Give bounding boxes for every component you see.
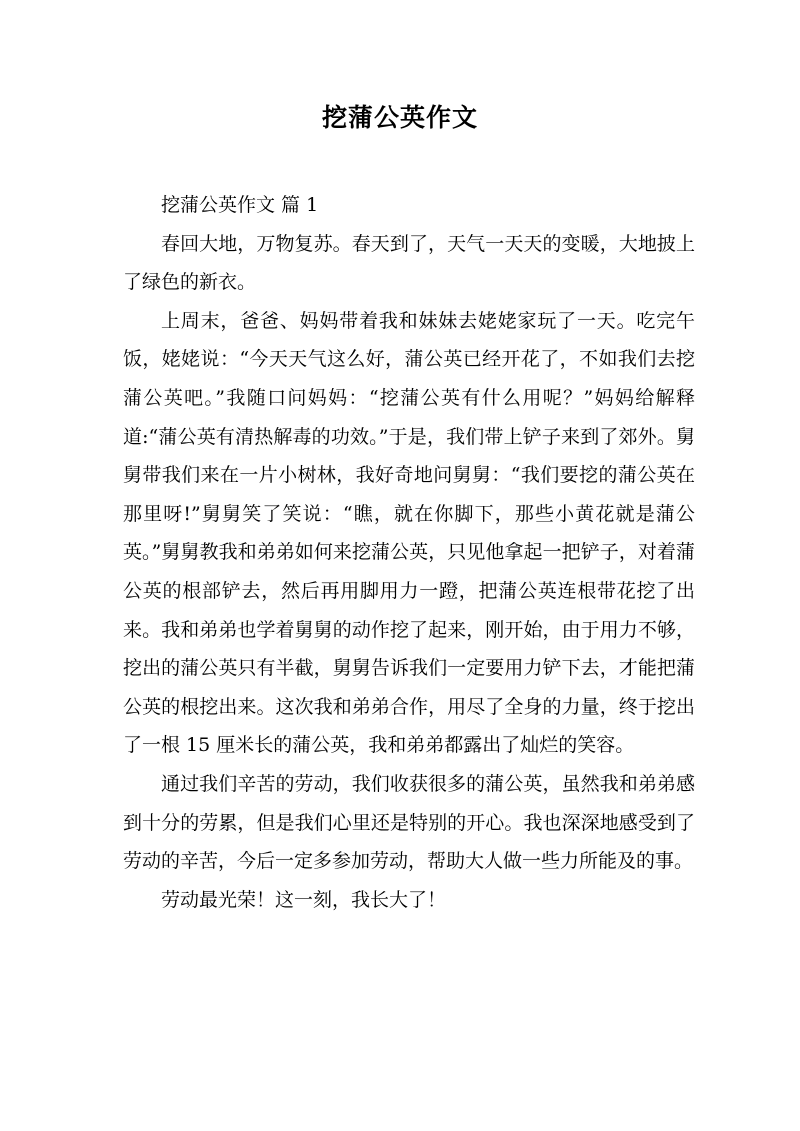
paragraph-story: 上周末，爸爸、妈妈带着我和妹妹去姥姥家玩了一天。吃完午饭，姥姥说：“今天天气这么好，蒲公英已经开花了，不如我们去挖蒲公英吧。”我随口问妈妈：“挖蒲公英有什么用呢？”妈妈给解释道:“蒲公英有清热解毒的功效。”于是，我们带上铲子来到了郊外。舅舅带我们来在一片小树林，我好奇地问舅舅：“我们要挖的蒲公英在那里呀!”舅舅笑了笑说：“瞧，就在你脚下，那些小黄花就是蒲公英。”舅舅教我和弟弟如何来挖蒲公英，只见他拿起一把铲子，对着蒲公英的根部铲去，然后再用脚用力一蹬，把蒲公英连根带花挖了出来。我和弟弟也学着舅舅的动作挖了起来，刚开始，由于用力不够，挖出的蒲公英只有半截，舅舅告诉我们一定要用力铲下去，才能把蒲公英的根挖出来。这次我和弟弟合作，用尽了全身的力量，终于挖出了一根 15 厘米长的蒲公英，我和弟弟都露出了灿烂的笑容。 — [123, 309, 695, 757]
section-heading: 挖蒲公英作文 篇 1 — [161, 194, 319, 216]
page-title: 挖蒲公英作文 — [321, 103, 478, 132]
paragraph-reflection: 通过我们辛苦的劳动，我们收获很多的蒲公英，虽然我和弟弟感到十分的劳累，但是我们心里还是特别的开心。我也深深地感受到了劳动的辛苦，今后一定多参加劳动，帮助大人做一些力所能及的事。 — [123, 772, 695, 873]
document-body — [123, 186, 695, 919]
paragraph-intro: 春回大地，万物复苏。春天到了，天气一天天的变暖，大地披上了绿色的新衣。 — [123, 232, 695, 294]
paragraph-conclusion: 劳动最光荣！这一刻，我长大了！ — [161, 888, 447, 911]
